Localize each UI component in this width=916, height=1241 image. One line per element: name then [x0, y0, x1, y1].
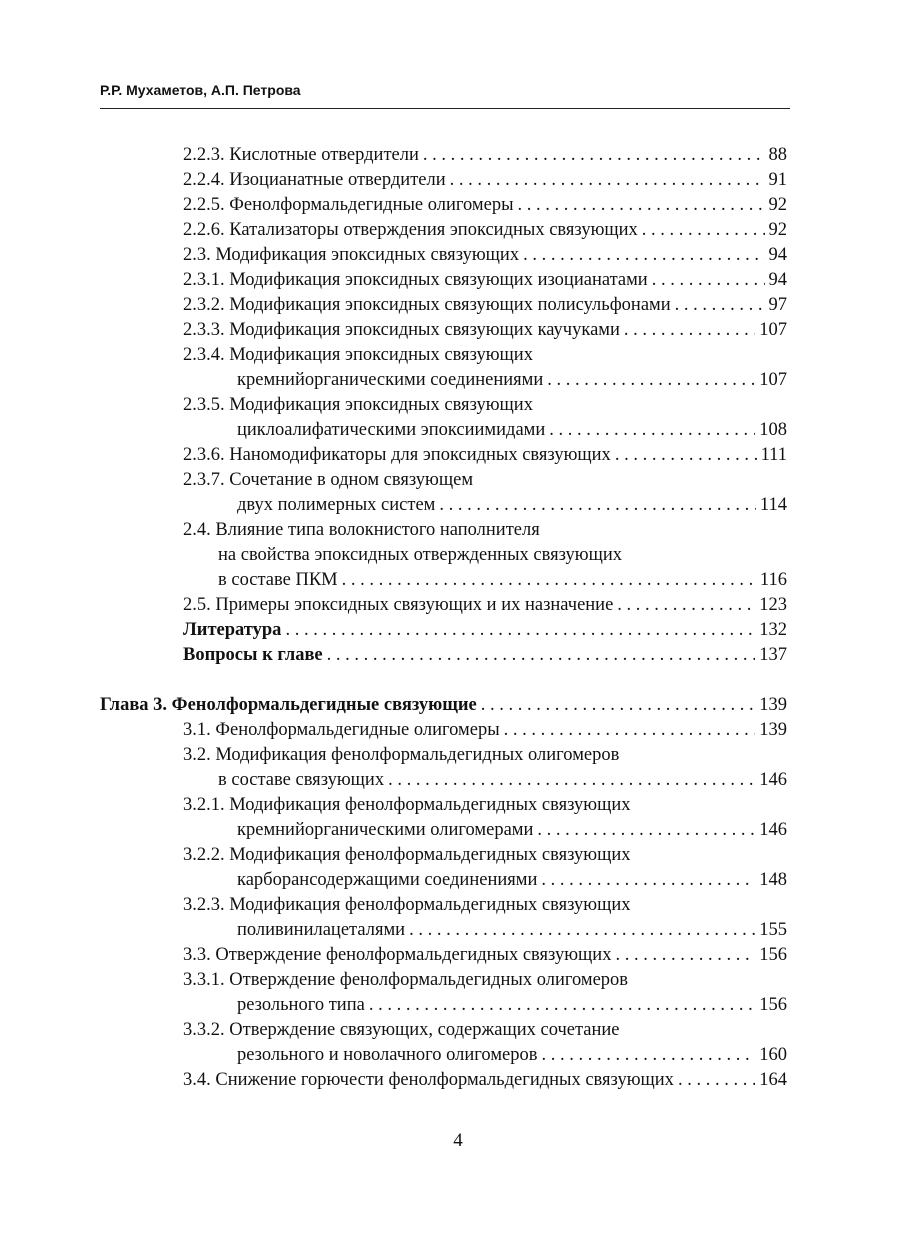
- toc-entry: 2.3.6. Наномодификаторы для эпоксидных связующих . . . 111: [183, 443, 787, 468]
- toc-entry: 2.2.6. Катализаторы отверждения эпоксидных связующих . . . 92: [183, 218, 787, 243]
- toc-entry-title-line: 3.2.3. Модификация фенолформальдегидных связующих: [183, 895, 631, 915]
- toc-entry: 3.1. Фенолформальдегидные олигомеры . . . 139: [183, 718, 787, 743]
- toc-entry-continuation: карборансодержащими соединениями . . . 148: [237, 868, 787, 893]
- toc-chapter-heading: Глава 3. Фенолформальдегидные связующие . . . 139: [100, 693, 787, 718]
- toc-entry-title-line: 2.3.7. Сочетание в одном связующем: [183, 470, 474, 490]
- toc-entry: 2.5. Примеры эпоксидных связующих и их назначение . . . 123: [183, 593, 787, 618]
- toc-entry-title-line: 3.2.1. Модификация фенолформальдегидных связующих: [183, 795, 631, 815]
- toc-entry-continuation: кремнийорганическими олигомерами . . . 146: [237, 818, 787, 843]
- toc-entry-title-line: 3.2. Модификация фенолформальдегидных олигомеров: [183, 745, 620, 765]
- toc-entry: 2.3.3. Модификация эпоксидных связующих каучуками . . . 107: [183, 318, 787, 343]
- toc-entry-questions: Вопросы к главе . . . 137: [183, 643, 787, 668]
- toc-entry-continuation: поливинилацеталями . . . 155: [237, 918, 787, 943]
- toc-entry: 2.2.5. Фенолформальдегидные олигомеры . . . 92: [183, 193, 787, 218]
- toc-entry-title-line: 2.4. Влияние типа волокнистого наполнителя: [183, 520, 540, 540]
- toc-entry: 2.2.3. Кислотные отвердители . . . 88: [183, 143, 787, 168]
- toc-entry-title-line: 3.3.1. Отверждение фенолформальдегидных олигомеров: [183, 970, 629, 990]
- toc-entry-title-line: 3.3.2. Отверждение связующих, содержащих сочетание: [183, 1020, 620, 1040]
- toc-entry: 2.2.4. Изоцианатные отвердители . . . 91: [183, 168, 787, 193]
- toc-entry-continuation: двух полимерных систем . . . 114: [237, 493, 787, 518]
- toc-entry-continuation: в составе ПКМ . . . 116: [218, 568, 787, 593]
- toc-entry: 2.3. Модификация эпоксидных связующих . . . 94: [183, 243, 787, 268]
- toc-entry-literature: Литература . . . 132: [183, 618, 787, 643]
- toc-entry-continuation: резольного и новолачного олигомеров . . . 160: [237, 1043, 787, 1068]
- toc-entry-continuation: в составе связующих . . . 146: [218, 768, 787, 793]
- toc-entry-title-line: 2.3.5. Модификация эпоксидных связующих: [183, 395, 533, 415]
- toc-entry: 3.3. Отверждение фенолформальдегидных связующих . . . 156: [183, 943, 787, 968]
- header-rule: [100, 108, 790, 109]
- toc-entry-continuation: циклоалифатическими эпоксиимидами . . . 108: [237, 418, 787, 443]
- toc-entry-title-line: 3.2.2. Модификация фенолформальдегидных связующих: [183, 845, 631, 865]
- toc-entry-continuation: резольного типа . . . 156: [237, 993, 787, 1018]
- toc-entry: 3.4. Снижение горючести фенолформальдегидных связующих . . . 164: [183, 1068, 787, 1093]
- page-number: 4: [453, 1130, 463, 1151]
- toc-entry-title-line: 2.3.4. Модификация эпоксидных связующих: [183, 345, 533, 365]
- running-header-authors: Р.Р. Мухаметов, А.П. Петрова: [100, 82, 301, 98]
- toc-entry-title-line: на свойства эпоксидных отвержденных связующих: [218, 545, 622, 565]
- toc-entry: 2.3.1. Модификация эпоксидных связующих изоцианатами . . . 94: [183, 268, 787, 293]
- toc-entry: 2.3.2. Модификация эпоксидных связующих полисульфонами . . . 97: [183, 293, 787, 318]
- toc-entry-continuation: кремнийорганическими соединениями . . . 107: [237, 368, 787, 393]
